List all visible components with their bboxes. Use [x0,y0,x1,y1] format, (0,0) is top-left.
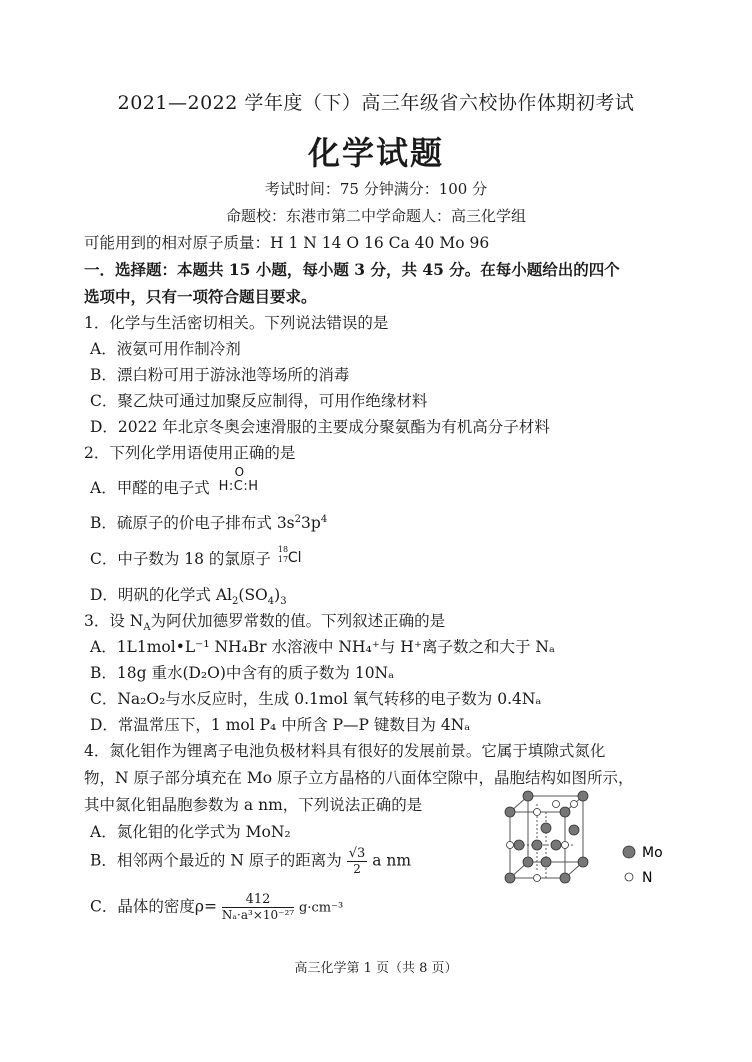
q4-option-a: A．氮化钼的化学式为 MoN₂ [90,823,291,841]
q4-c-fraction [222,892,294,923]
q2-option-a [90,465,269,501]
q2-b-sup2: 4 [320,513,328,525]
q3-stem-pre: 3．设 N [84,612,144,630]
q4-b-unit: a nm [372,851,412,870]
q4-b-denominator: 2 [353,862,361,876]
page-footer: 高三化学第 1 页（共 8 页） [294,961,458,976]
time-info: 考试时间：75 分钟满分：100 分 [264,180,488,198]
q2-b-sup1: 2 [294,513,302,525]
q4-option-c-text: C．晶体的密度ρ= [90,897,217,916]
q4-option-b-text: B．相邻两个最近的 N 原子的距离为 [90,851,342,870]
q3-option-a: A．1L1mol•L⁻¹ NH₄Br 水溶液中 NH₄⁺与 H⁺离子数之和大于 Nₐ [90,638,555,656]
q1-option-c: C．聚乙炔可通过加聚反应制得，可用作绝缘材料 [90,392,428,410]
q1-stem: 1．化学与生活密切相关。下列说法错误的是 [84,314,389,332]
q1-option-a: A．液氨可用作制冷剂 [90,340,241,358]
q2-option-c-text: C．中子数为 18 的氯原子 [90,550,271,568]
chlorine-isotope [276,545,302,570]
q4-c-numerator: 412 [222,892,294,908]
q3-option-d: D．常温常压下，1 mol P₄ 中所含 P—P 键数目为 4Nₐ [90,716,471,734]
school-info: 命题校：东港市第二中学命题人：高三化学组 [225,207,526,225]
isotope-symbol: Cl [287,550,302,566]
legend-mo-label: Mo [642,845,663,861]
q2-option-d [90,583,287,607]
crystal-structure-diagram [490,790,680,900]
legend-n-label: N [642,870,653,886]
q4-c-unit: g·cm⁻³ [299,900,344,916]
formula-hch: H:C:H [218,479,259,494]
section-title-line1: 一．选择题：本题共 15 小题，每小题 3 分，共 45 分。在每小题给出的四个 [84,260,620,279]
q2-d-sub2: 4 [267,596,275,608]
q2-option-b-text: B．硫原子的价电子排布式 3s [90,514,295,532]
legend-mo-icon [623,846,635,858]
q2-option-c [90,547,300,570]
q2-option-d-text: D．明矾的化学式 Al [90,586,233,604]
q4-stem-line2: 物，N 原子部分填充在 Mo 原子立方晶格的八面体空隙中，晶胞结构如图所示， [84,769,634,787]
subject-title: 化学试题 [307,134,444,172]
exam-title: 2021—2022 学年度（下）高三年级省六校协作体期初考试 [117,92,635,114]
q4-option-b [90,846,411,877]
q2-d-sub1: 2 [232,596,239,608]
q3-stem-sub: A [143,622,151,634]
q4-b-fraction [347,846,368,877]
q1-option-d: D．2022 年北京冬奥会速滑服的主要成分聚氨酯为有机高分子材料 [90,418,550,436]
q1-option-b: B．漂白粉可用于游泳池等场所的消毒 [90,366,350,384]
q2-stem: 2．下列化学用语使用正确的是 [84,444,296,462]
isotope-atomic-number: 17 [277,555,289,564]
q2-option-a-text: A．甲醛的电子式 [90,479,210,497]
atomic-masses: 可能用到的相对原子质量：H 1 N 14 O 16 Ca 40 Mo 96 [84,234,490,252]
q2-d-sub3: 3 [280,596,287,608]
q4-c-denominator: Nₐ·a³×10⁻²⁷ [221,908,295,922]
q3-stem [84,609,445,633]
q4-stem-line3: 其中氮化钼晶胞参数为 a nm，下列说法正确的是 [84,796,423,814]
section-title-line2: 选项中，只有一项符合题目要求。 [84,287,317,306]
legend-n-icon [625,873,633,881]
formaldehyde-electron-formula [218,465,269,501]
q2-b-mid: 3p [301,514,321,532]
q4-stem-line1: 4．氮化钼作为锂离子电池负极材料具有很好的发展前景。它属于填隙式氮化 [84,742,606,760]
q3-option-c: C．Na₂O₂与水反应时，生成 0.1mol 氧气转移的电子数为 0.4Nₐ [90,690,542,708]
q4-option-c [90,892,343,923]
q2-d-mid: (SO [238,586,268,604]
q3-option-b: B．18g 重水(D₂O)中含有的质子数为 10Nₐ [90,664,395,682]
q3-stem-post: 为阿伏加德罗常数的值。下列叙述正确的是 [150,612,446,630]
q4-b-numerator: √3 [348,846,366,861]
q2-d-end: ) [274,586,281,604]
q2-option-b [90,511,327,533]
formula-oxygen: O [234,465,245,479]
isotope-mass-number: 18 [277,545,289,554]
